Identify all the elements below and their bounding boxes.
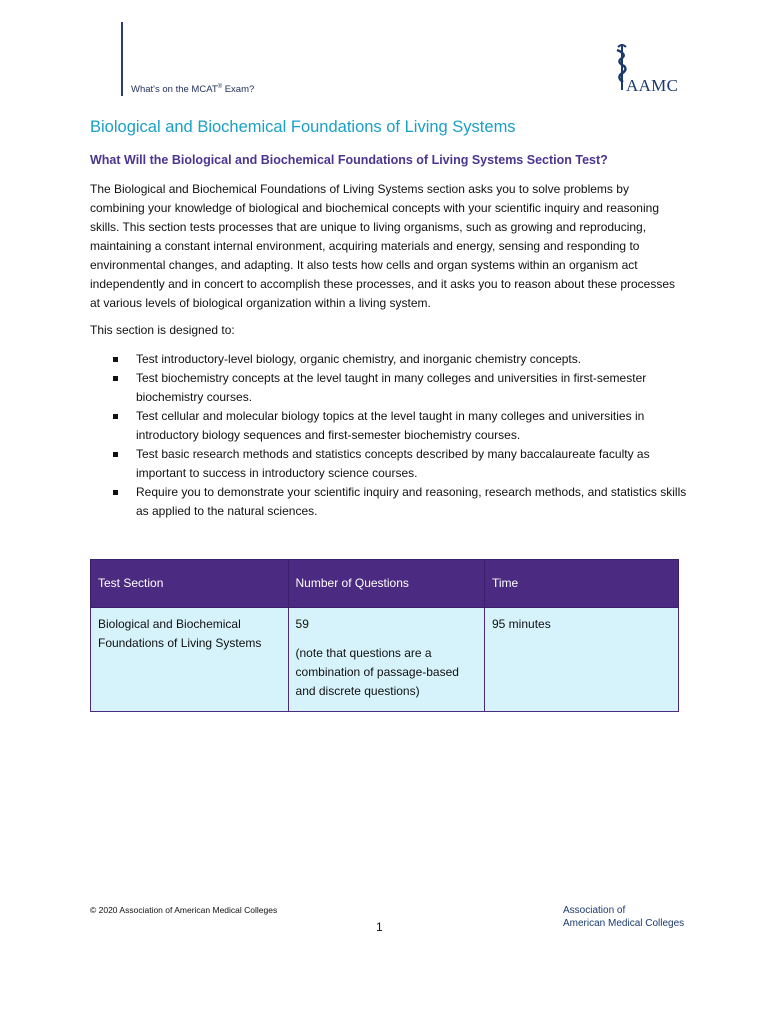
square-bullet-icon: [113, 490, 118, 495]
org-line-1: Association of: [563, 905, 626, 916]
header-test-section: Test Section: [91, 560, 289, 608]
list-item: Require you to demonstrate your scientific inquiry and reasoning, research methods, and statistics skills as applied to the natural sciences.: [90, 483, 690, 521]
square-bullet-icon: [113, 357, 118, 362]
page-number: 1: [376, 920, 383, 934]
objectives-list: [90, 350, 690, 521]
document-title: Biological and Biochemical Foundations of Living Systems: [90, 118, 516, 136]
running-header: What's on the MCAT® Exam?: [131, 83, 255, 95]
section-subtitle: What Will the Biological and Biochemical Foundations of Living Systems Section Test?: [90, 153, 608, 167]
question-count: 59: [295, 617, 309, 631]
section-info-table: [90, 559, 679, 712]
aamc-logo-text: AAMC: [626, 76, 679, 95]
designed-to-label: This section is designed to:: [90, 323, 235, 337]
footer-org-name: [563, 904, 684, 930]
cell-time: 95 minutes: [485, 608, 679, 712]
cell-section-name: Biological and Biochemical Foundations of Living Systems: [91, 608, 289, 712]
list-item: Test basic research methods and statistics concepts described by many baccalaureate faculty as important to success in introductory science courses.: [90, 445, 690, 483]
header-divider: [121, 22, 123, 96]
question-note: (note that questions are a combination of passage-based and discrete questions): [295, 646, 459, 698]
copyright-notice: © 2020 Association of American Medical Colleges: [90, 905, 278, 915]
list-item: Test biochemistry concepts at the level taught in many colleges and universities in first-semester biochemistry courses.: [90, 369, 690, 407]
square-bullet-icon: [113, 376, 118, 381]
list-item: Test cellular and molecular biology topics at the level taught in many colleges and universities in introductory biology sequences and first-semester biochemistry courses.: [90, 407, 690, 445]
table-header-row: [91, 560, 679, 608]
list-item: Test introductory-level biology, organic chemistry, and inorganic chemistry concepts.: [90, 350, 690, 369]
intro-paragraph: The Biological and Biochemical Foundations of Living Systems section asks you to solve problems by combining your knowledge of biological and biochemical concepts with your scientific inquiry and reasoning skills. This section tests processes that are unique to living organisms, such as growing and reproducing, maintaining a constant internal environment, acquiring materials and energy, sensing and responding to environmental changes, and adapting. It also tests how cells and organ systems within an organism act independently and in concert to accomplish these processes, and it asks you to reason about these processes at various levels of biological organization within a living system.: [90, 182, 676, 310]
table-row: [91, 608, 679, 712]
org-line-2: American Medical Colleges: [563, 918, 685, 929]
cell-question-count: [288, 608, 484, 712]
square-bullet-icon: [113, 452, 118, 457]
square-bullet-icon: [113, 414, 118, 419]
header-time: Time: [485, 560, 679, 608]
header-number-of-questions: Number of Questions: [288, 560, 484, 608]
